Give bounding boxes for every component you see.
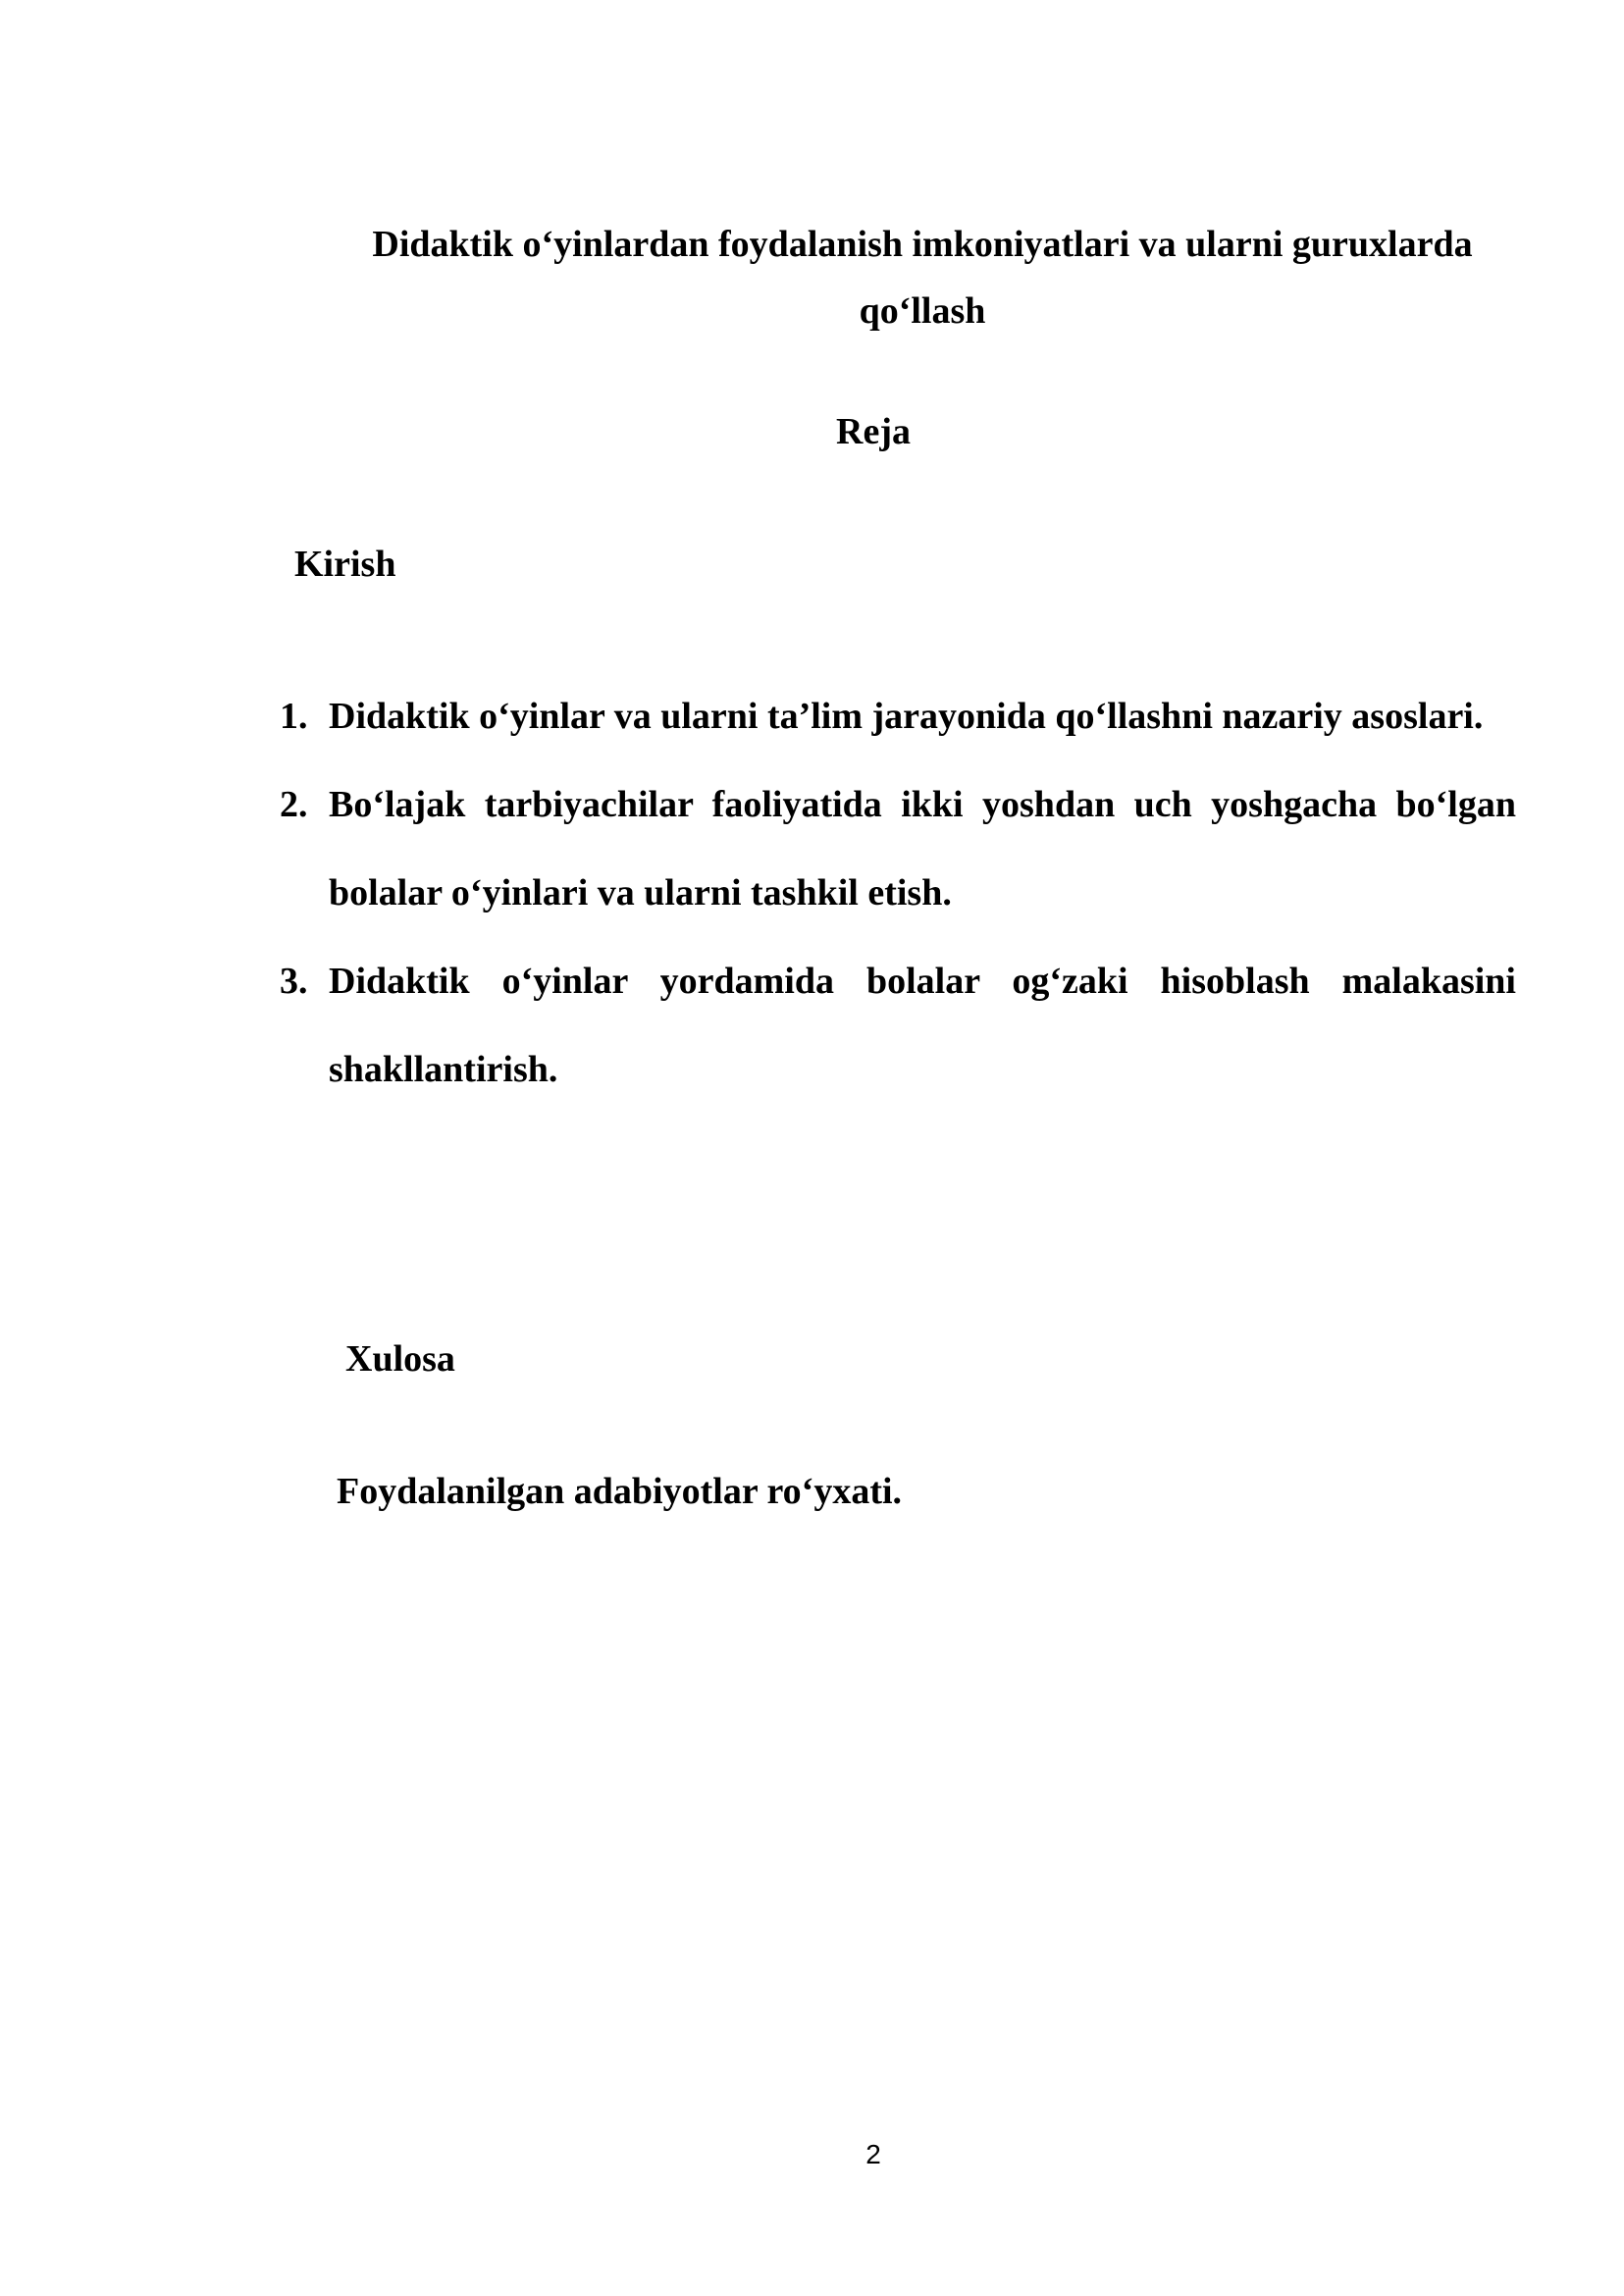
plan-item-number: 2. <box>280 784 308 825</box>
plan-item <box>280 937 1516 1114</box>
plan-item <box>280 672 1516 760</box>
plan-item-number: 3. <box>280 961 308 1002</box>
plan-item-text: Didaktik o‘yinlar va ularni ta’lim jarayonida qo‘llashni nazariy asoslari. <box>329 696 1484 737</box>
plan-item-text: Didaktik o‘yinlar yordamida bolalar og‘zaki hisoblash malakasini shakllantirish. <box>329 961 1516 1090</box>
page-number: 2 <box>865 2139 881 2169</box>
plan-item <box>280 760 1516 937</box>
plan-list <box>280 672 1516 1114</box>
intro-label: Kirish <box>294 544 396 585</box>
plan-heading: Reja <box>836 411 911 452</box>
conclusion-label: Xulosa <box>345 1338 455 1380</box>
references-label: Foydalanilgan adabiyotlar ro‘yxati. <box>337 1471 903 1512</box>
plan-item-number: 1. <box>280 696 308 737</box>
document-title: Didaktik o‘yinlardan foydalanish imkoniyatlari va ularni guruxlarda qo‘llash <box>372 224 1473 332</box>
plan-item-text: Bo‘lajak tarbiyachilar faoliyatida ikki yoshdan uch yoshgacha bo‘lgan bolalar o‘yinlari va ularni tashkil etish. <box>329 784 1516 913</box>
